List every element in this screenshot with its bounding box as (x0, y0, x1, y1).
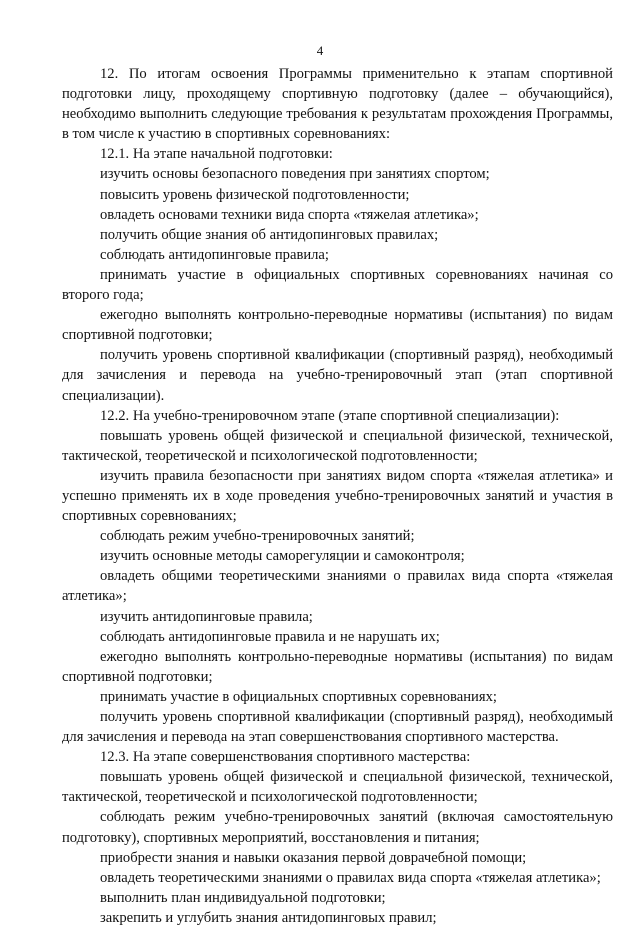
list-item: получить общие знания об антидопинговых правилах; (100, 226, 439, 243)
list-item: соблюдать режим учебно-тренировочных занятий; (100, 528, 415, 545)
page-number: 4 (316, 43, 324, 58)
section-heading: 12.1. На этапе начальной подготовки: (100, 146, 333, 163)
list-item: овладеть теоретическими знаниями о правилах вида спорта «тяжелая атлетика»; (100, 869, 601, 886)
list-item: ежегодно выполнять контрольно-переводные нормативы (испытания) по видам спортивной подготовки; (62, 648, 613, 685)
list-item: ежегодно выполнять контрольно-переводные нормативы (испытания) по видам спортивной подготовки; (62, 307, 613, 344)
list-item: изучить основные методы саморегуляции и самоконтроля; (100, 548, 465, 565)
document-body (62, 64, 613, 928)
list-item: получить уровень спортивной квалификации (спортивный разряд), необходимый для зачисления и перевода на этап совершенствования спортивного мастерства. (62, 709, 613, 746)
list-item: повышать уровень общей физической и специальной физической, технической, тактической, теоретической и психологической подготовленности; (62, 427, 613, 464)
list-item: закрепить и углубить знания антидопинговых правил; (100, 909, 437, 926)
list-item: изучить антидопинговые правила; (100, 608, 313, 625)
list-item: выполнить план индивидуальной подготовки; (100, 889, 386, 906)
section-heading: 12.2. На учебно-тренировочном этапе (этапе спортивной специализации): (100, 407, 560, 424)
list-item: принимать участие в официальных спортивных соревнованиях начиная со второго года; (62, 266, 613, 304)
section-heading: 12.3. На этапе совершенствования спортивного мастерства: (100, 749, 471, 766)
list-item: овладеть общими теоретическими знаниями о правилах вида спорта «тяжелая атлетика»; (62, 568, 613, 605)
list-item: повышать уровень общей физической и специальной физической, технической, тактической, теоретической и психологической подготовленности; (62, 769, 613, 806)
list-item: получить уровень спортивной квалификации (спортивный разряд), необходимый для зачисления и перевода на учебно-тренировочный этап (этап спортивной специализации). (62, 347, 613, 404)
list-item: принимать участие в официальных спортивных соревнованиях; (100, 688, 497, 705)
list-item: соблюдать антидопинговые правила; (100, 246, 329, 263)
list-item: повысить уровень физической подготовленности; (100, 186, 410, 203)
list-item: соблюдать антидопинговые правила и не нарушать их; (100, 628, 440, 645)
list-item: соблюдать режим учебно-тренировочных занятий (включая самостоятельную подготовку), спортивных мероприятий, восстановления и питания; (62, 809, 613, 846)
list-item: овладеть основами техники вида спорта «тяжелая атлетика»; (100, 206, 479, 223)
paragraph: 12. По итогам освоения Программы применительно к этапам спортивной подготовки лицу, проходящему спортивную подготовку (далее – обучающийся), необходимо выполнить следующие требования к результатам прохождения Программы, в том числе к участию в спортивных соревнованиях: (62, 66, 613, 143)
list-item: приобрести знания и навыки оказания первой доврачебной помощи; (100, 849, 527, 866)
list-item: изучить основы безопасного поведения при занятиях спортом; (100, 166, 490, 183)
list-item: изучить правила безопасности при занятиях видом спорта «тяжелая атлетика» и успешно применять их в ходе проведения учебно-тренировочных занятий и участия в спортивных соревнованиях; (62, 467, 613, 525)
